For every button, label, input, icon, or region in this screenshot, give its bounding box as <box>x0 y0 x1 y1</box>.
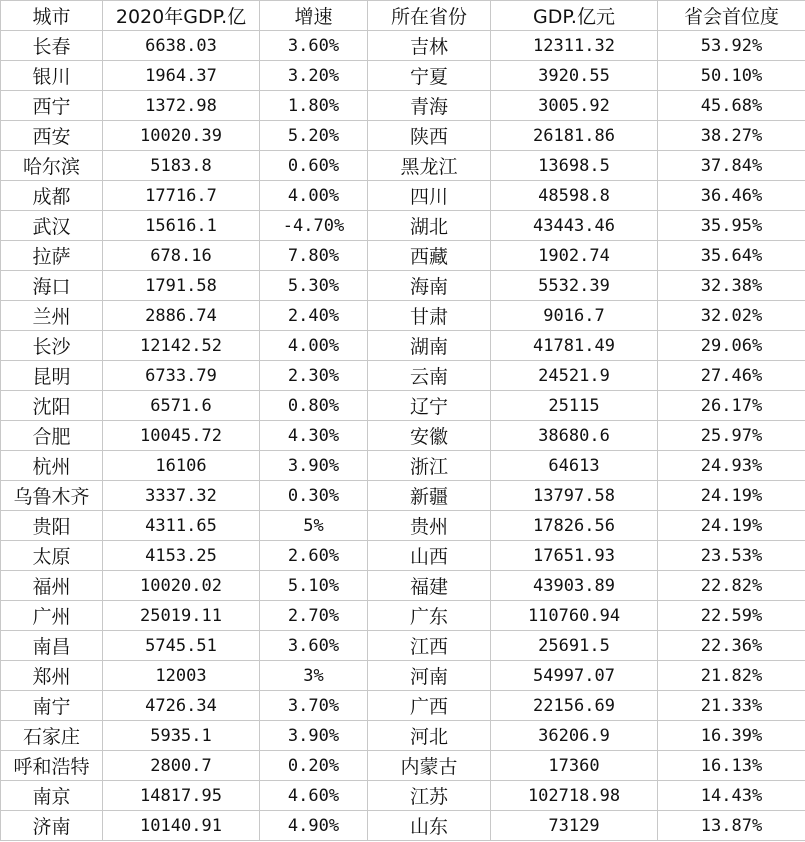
cell-growth: 0.60% <box>260 151 368 181</box>
cell-primacy: 45.68% <box>658 91 805 121</box>
cell-gdp-2020: 4153.25 <box>103 541 260 571</box>
cell-city: 西宁 <box>1 91 103 121</box>
header-gdp-2020: 2020年GDP.亿 <box>103 1 260 31</box>
cell-province-gdp: 1902.74 <box>491 241 658 271</box>
table-row <box>1 151 805 181</box>
cell-growth: 0.20% <box>260 751 368 781</box>
table-row <box>1 451 805 481</box>
cell-province-gdp: 110760.94 <box>491 601 658 631</box>
table-row <box>1 91 805 121</box>
cell-gdp-2020: 1791.58 <box>103 271 260 301</box>
cell-province-gdp: 22156.69 <box>491 691 658 721</box>
cell-province-gdp: 73129 <box>491 811 658 841</box>
cell-city: 南京 <box>1 781 103 811</box>
cell-gdp-2020: 25019.11 <box>103 601 260 631</box>
cell-city: 南宁 <box>1 691 103 721</box>
table-row <box>1 721 805 751</box>
cell-province-gdp: 9016.7 <box>491 301 658 331</box>
cell-province-gdp: 13797.58 <box>491 481 658 511</box>
cell-growth: -4.70% <box>260 211 368 241</box>
cell-province-gdp: 36206.9 <box>491 721 658 751</box>
cell-primacy: 32.02% <box>658 301 805 331</box>
cell-growth: 3.90% <box>260 721 368 751</box>
cell-gdp-2020: 5935.1 <box>103 721 260 751</box>
cell-province: 甘肃 <box>368 301 491 331</box>
cell-primacy: 22.82% <box>658 571 805 601</box>
cell-province: 浙江 <box>368 451 491 481</box>
cell-gdp-2020: 1372.98 <box>103 91 260 121</box>
cell-city: 福州 <box>1 571 103 601</box>
header-city: 城市 <box>1 1 103 31</box>
cell-gdp-2020: 3337.32 <box>103 481 260 511</box>
cell-primacy: 29.06% <box>658 331 805 361</box>
cell-primacy: 37.84% <box>658 151 805 181</box>
cell-primacy: 16.13% <box>658 751 805 781</box>
cell-city: 武汉 <box>1 211 103 241</box>
cell-growth: 2.30% <box>260 361 368 391</box>
cell-primacy: 13.87% <box>658 811 805 841</box>
cell-primacy: 36.46% <box>658 181 805 211</box>
cell-growth: 3.20% <box>260 61 368 91</box>
cell-province-gdp: 25691.5 <box>491 631 658 661</box>
cell-city: 济南 <box>1 811 103 841</box>
cell-province-gdp: 102718.98 <box>491 781 658 811</box>
cell-primacy: 25.97% <box>658 421 805 451</box>
cell-growth: 3.60% <box>260 31 368 61</box>
table-row <box>1 781 805 811</box>
table-row <box>1 181 805 211</box>
cell-province: 陕西 <box>368 121 491 151</box>
cell-gdp-2020: 5183.8 <box>103 151 260 181</box>
cell-growth: 4.00% <box>260 331 368 361</box>
cell-province-gdp: 17826.56 <box>491 511 658 541</box>
table-row <box>1 61 805 91</box>
cell-province-gdp: 17360 <box>491 751 658 781</box>
cell-primacy: 14.43% <box>658 781 805 811</box>
cell-primacy: 22.36% <box>658 631 805 661</box>
cell-province-gdp: 17651.93 <box>491 541 658 571</box>
header-growth: 增速 <box>260 1 368 31</box>
cell-province: 山东 <box>368 811 491 841</box>
cell-primacy: 21.33% <box>658 691 805 721</box>
cell-gdp-2020: 16106 <box>103 451 260 481</box>
cell-gdp-2020: 15616.1 <box>103 211 260 241</box>
table-row <box>1 661 805 691</box>
cell-city: 郑州 <box>1 661 103 691</box>
cell-primacy: 26.17% <box>658 391 805 421</box>
cell-growth: 1.80% <box>260 91 368 121</box>
table-row <box>1 811 805 841</box>
cell-province: 吉林 <box>368 31 491 61</box>
cell-gdp-2020: 10020.39 <box>103 121 260 151</box>
cell-primacy: 53.92% <box>658 31 805 61</box>
cell-growth: 5.10% <box>260 571 368 601</box>
cell-primacy: 24.19% <box>658 511 805 541</box>
cell-growth: 3.60% <box>260 631 368 661</box>
header-province: 所在省份 <box>368 1 491 31</box>
cell-province: 湖北 <box>368 211 491 241</box>
cell-growth: 0.30% <box>260 481 368 511</box>
cell-city: 呼和浩特 <box>1 751 103 781</box>
cell-province-gdp: 26181.86 <box>491 121 658 151</box>
cell-city: 石家庄 <box>1 721 103 751</box>
header-row <box>1 1 805 31</box>
cell-province: 江苏 <box>368 781 491 811</box>
cell-city: 广州 <box>1 601 103 631</box>
cell-growth: 4.90% <box>260 811 368 841</box>
cell-province-gdp: 48598.8 <box>491 181 658 211</box>
cell-gdp-2020: 10045.72 <box>103 421 260 451</box>
cell-primacy: 24.19% <box>658 481 805 511</box>
cell-province: 黑龙江 <box>368 151 491 181</box>
cell-growth: 0.80% <box>260 391 368 421</box>
cell-city: 杭州 <box>1 451 103 481</box>
cell-city: 成都 <box>1 181 103 211</box>
cell-province: 山西 <box>368 541 491 571</box>
table-row <box>1 481 805 511</box>
cell-province: 海南 <box>368 271 491 301</box>
cell-city: 兰州 <box>1 301 103 331</box>
cell-province: 青海 <box>368 91 491 121</box>
cell-growth: 7.80% <box>260 241 368 271</box>
cell-province: 西藏 <box>368 241 491 271</box>
cell-province-gdp: 12311.32 <box>491 31 658 61</box>
cell-primacy: 23.53% <box>658 541 805 571</box>
cell-province-gdp: 43443.46 <box>491 211 658 241</box>
cell-province-gdp: 25115 <box>491 391 658 421</box>
cell-primacy: 50.10% <box>658 61 805 91</box>
cell-province: 江西 <box>368 631 491 661</box>
cell-gdp-2020: 14817.95 <box>103 781 260 811</box>
cell-city: 西安 <box>1 121 103 151</box>
cell-city: 太原 <box>1 541 103 571</box>
cell-primacy: 35.64% <box>658 241 805 271</box>
cell-primacy: 32.38% <box>658 271 805 301</box>
cell-primacy: 22.59% <box>658 601 805 631</box>
cell-province: 河北 <box>368 721 491 751</box>
cell-gdp-2020: 10020.02 <box>103 571 260 601</box>
cell-city: 贵阳 <box>1 511 103 541</box>
cell-province-gdp: 24521.9 <box>491 361 658 391</box>
table-row <box>1 331 805 361</box>
cell-growth: 4.00% <box>260 181 368 211</box>
cell-growth: 4.60% <box>260 781 368 811</box>
cell-primacy: 21.82% <box>658 661 805 691</box>
cell-gdp-2020: 17716.7 <box>103 181 260 211</box>
cell-city: 拉萨 <box>1 241 103 271</box>
cell-gdp-2020: 12142.52 <box>103 331 260 361</box>
cell-growth: 4.30% <box>260 421 368 451</box>
table-row <box>1 631 805 661</box>
cell-gdp-2020: 12003 <box>103 661 260 691</box>
cell-province: 贵州 <box>368 511 491 541</box>
table-row <box>1 421 805 451</box>
cell-province: 新疆 <box>368 481 491 511</box>
cell-growth: 3.90% <box>260 451 368 481</box>
cell-gdp-2020: 10140.91 <box>103 811 260 841</box>
cell-primacy: 38.27% <box>658 121 805 151</box>
cell-province: 辽宁 <box>368 391 491 421</box>
table-row <box>1 511 805 541</box>
cell-province: 安徽 <box>368 421 491 451</box>
cell-province: 福建 <box>368 571 491 601</box>
cell-gdp-2020: 4726.34 <box>103 691 260 721</box>
cell-province-gdp: 13698.5 <box>491 151 658 181</box>
cell-city: 哈尔滨 <box>1 151 103 181</box>
cell-growth: 3.70% <box>260 691 368 721</box>
cell-gdp-2020: 4311.65 <box>103 511 260 541</box>
cell-province-gdp: 41781.49 <box>491 331 658 361</box>
cell-province-gdp: 5532.39 <box>491 271 658 301</box>
cell-city: 银川 <box>1 61 103 91</box>
table-row <box>1 361 805 391</box>
table-row <box>1 241 805 271</box>
cell-province-gdp: 3920.55 <box>491 61 658 91</box>
cell-province: 湖南 <box>368 331 491 361</box>
cell-province: 云南 <box>368 361 491 391</box>
table-row <box>1 121 805 151</box>
cell-province: 宁夏 <box>368 61 491 91</box>
cell-province-gdp: 64613 <box>491 451 658 481</box>
header-primacy: 省会首位度 <box>658 1 805 31</box>
cell-growth: 2.70% <box>260 601 368 631</box>
table-row <box>1 751 805 781</box>
cell-city: 沈阳 <box>1 391 103 421</box>
cell-gdp-2020: 6571.6 <box>103 391 260 421</box>
table-body <box>1 31 805 841</box>
cell-growth: 5% <box>260 511 368 541</box>
cell-city: 乌鲁木齐 <box>1 481 103 511</box>
cell-gdp-2020: 6733.79 <box>103 361 260 391</box>
cell-growth: 5.20% <box>260 121 368 151</box>
cell-growth: 5.30% <box>260 271 368 301</box>
cell-province: 河南 <box>368 661 491 691</box>
cell-province-gdp: 54997.07 <box>491 661 658 691</box>
cell-growth: 3% <box>260 661 368 691</box>
cell-gdp-2020: 2886.74 <box>103 301 260 331</box>
cell-primacy: 27.46% <box>658 361 805 391</box>
cell-province: 广西 <box>368 691 491 721</box>
cell-province-gdp: 38680.6 <box>491 421 658 451</box>
cell-gdp-2020: 1964.37 <box>103 61 260 91</box>
table-row <box>1 691 805 721</box>
cell-province: 内蒙古 <box>368 751 491 781</box>
cell-primacy: 24.93% <box>658 451 805 481</box>
cell-growth: 2.40% <box>260 301 368 331</box>
table-row <box>1 571 805 601</box>
table-row <box>1 301 805 331</box>
cell-province-gdp: 43903.89 <box>491 571 658 601</box>
table-row <box>1 211 805 241</box>
table-row <box>1 31 805 61</box>
cell-gdp-2020: 2800.7 <box>103 751 260 781</box>
table-row <box>1 271 805 301</box>
table-row <box>1 601 805 631</box>
cell-city: 长沙 <box>1 331 103 361</box>
cell-city: 南昌 <box>1 631 103 661</box>
cell-city: 昆明 <box>1 361 103 391</box>
cell-primacy: 16.39% <box>658 721 805 751</box>
cell-growth: 2.60% <box>260 541 368 571</box>
cell-province: 四川 <box>368 181 491 211</box>
cell-city: 长春 <box>1 31 103 61</box>
cell-province: 广东 <box>368 601 491 631</box>
cell-city: 海口 <box>1 271 103 301</box>
header-province-gdp: GDP.亿元 <box>491 1 658 31</box>
table-row <box>1 541 805 571</box>
table-row <box>1 391 805 421</box>
cell-primacy: 35.95% <box>658 211 805 241</box>
cell-city: 合肥 <box>1 421 103 451</box>
cell-gdp-2020: 5745.51 <box>103 631 260 661</box>
cell-gdp-2020: 678.16 <box>103 241 260 271</box>
cell-gdp-2020: 6638.03 <box>103 31 260 61</box>
cell-province-gdp: 3005.92 <box>491 91 658 121</box>
